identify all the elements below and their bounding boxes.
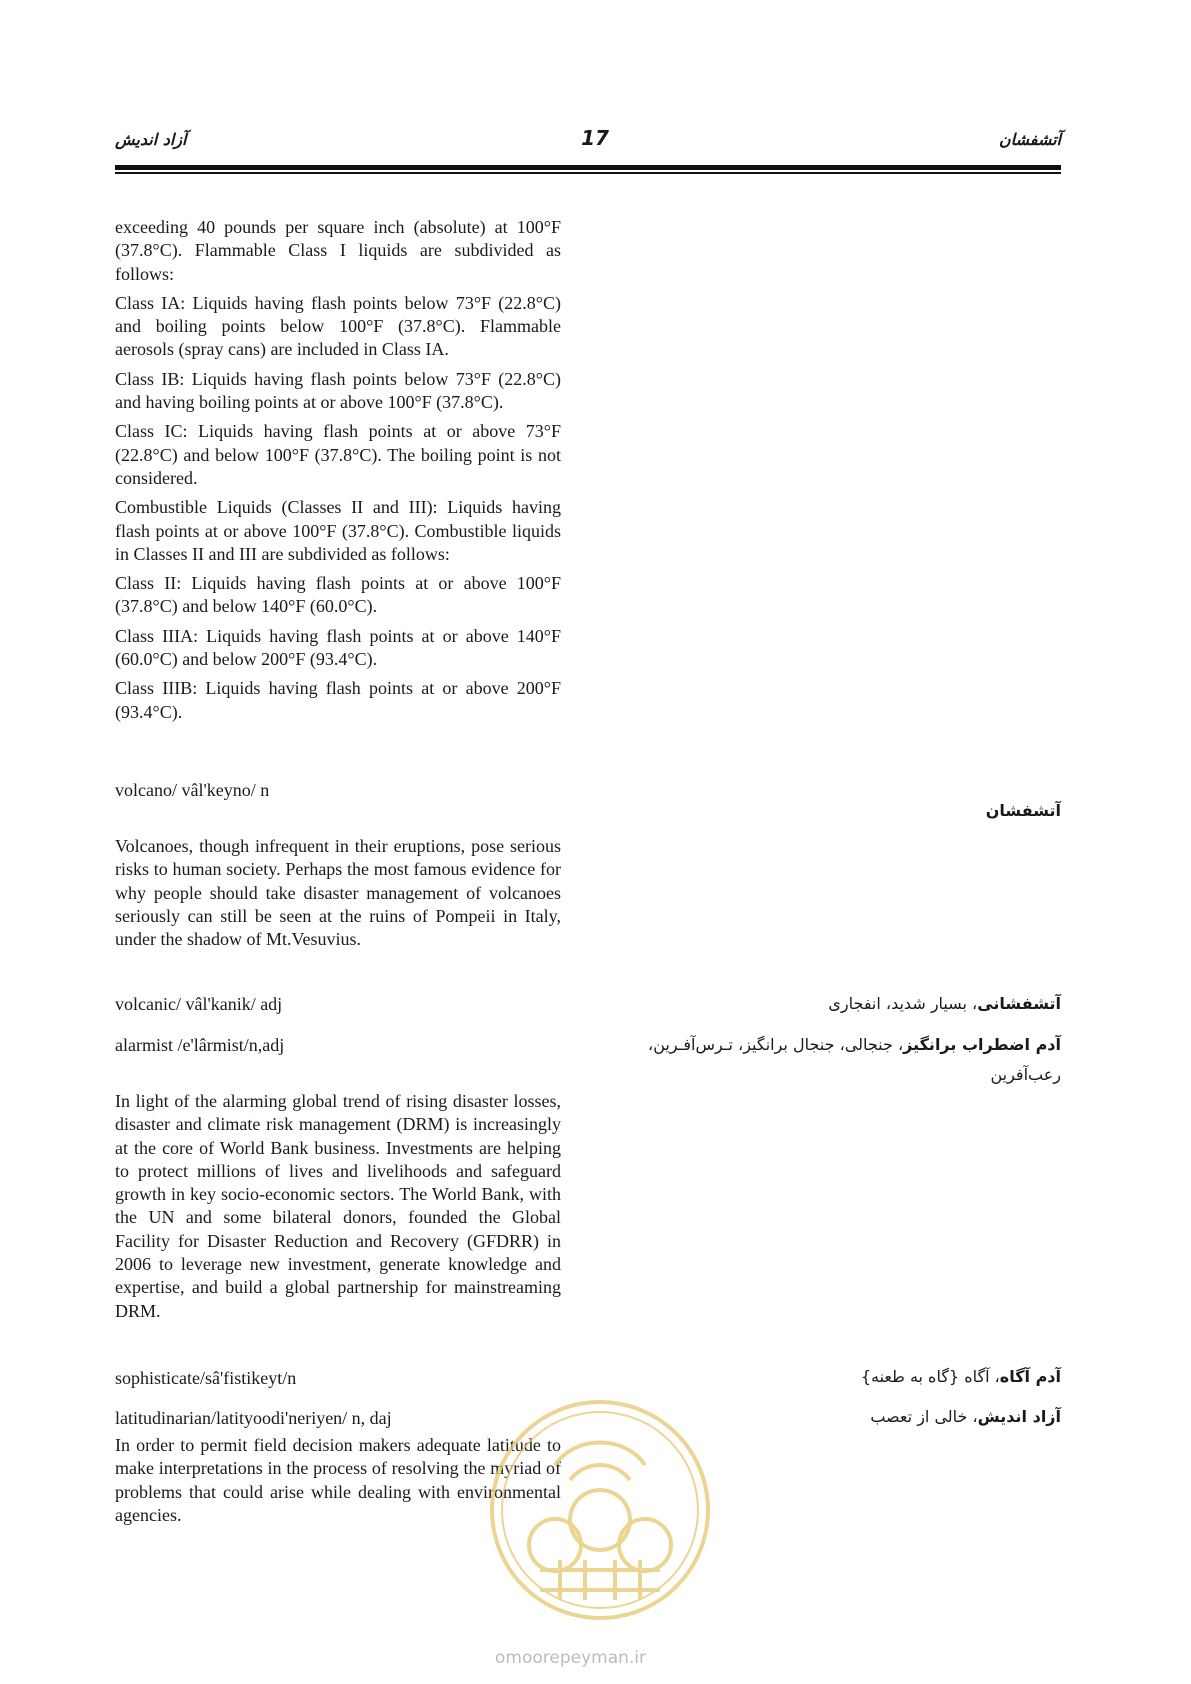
intro-paragraph: Combustible Liquids (Classes II and III): Liquids having flash points at or above 100°F (37.8°C). Combustible liquids in Classes II and III are subdivided as follows:	[115, 497, 561, 564]
fa-volcano	[986, 803, 1061, 819]
watermark-stamp-logo	[485, 1395, 715, 1625]
fa-alarmist-bold: آدم اضطراب برانگیز	[903, 1035, 1061, 1054]
intro-paragraph: Class IIIB: Liquids having flash points at or above 200°F (93.4°C).	[115, 678, 561, 722]
fa-volcanic-bold: آتشفشانی	[977, 994, 1061, 1013]
term-alarmist: alarmist /e'lârmist/n,adj	[115, 1035, 285, 1055]
fa-volcanic-rest: ، بسیار شدید، انفجاری	[828, 994, 978, 1013]
fa-latitudinarian-bold: آزاد اندیش	[977, 1407, 1061, 1426]
header-rule-thick	[115, 165, 1061, 170]
intro-paragraph: Class IC: Liquids having flash points at or above 73°F (22.8°C) and below 100°F (37.8°C). The boiling point is not considered.	[115, 421, 561, 488]
term-volcano: volcano/ vâl'keyno/ n	[115, 780, 270, 800]
fa-volcano-bold: آتشفشان	[985, 801, 1061, 820]
intro-paragraph: Class II: Liquids having flash points at or above 100°F (37.8°C) and below 140°F (60.0°C).	[115, 573, 561, 617]
fa-alarmist-rest: ، جنجالی، جنجال برانگیز، تـرس‌آفـرین، رعب‌آفرین	[648, 1035, 1061, 1084]
volcano-paragraph: Volcanoes, though infrequent in their eruptions, pose serious risks to human society. Perhaps the most famous evidence for why people should take disaster management of volcanoes seriously can still be seen at the ruins of Pompeii in Italy, under the shadow of Mt.Vesuvius.	[115, 836, 561, 950]
intro-paragraph: Class IIIA: Liquids having flash points at or above 140°F (60.0°C) and below 200°F (93.4°C).	[115, 625, 561, 670]
term-latitudinarian: latitudinarian/latityoodi'neriyen/ n, daj	[115, 1408, 392, 1428]
page-number: 17	[581, 126, 609, 150]
fa-sophisticate-bold: آدم آگاه	[999, 1367, 1061, 1386]
watermark-url: omoorepeyman.ir	[495, 1648, 647, 1668]
intro-paragraph: Class IB: Liquids having flash points below 73°F (22.8°C) and having boiling points at or above 100°F (37.8°C).	[115, 368, 561, 413]
intro-paragraph: Class IA: Liquids having flash points below 73°F (22.8°C) and boiling points below 100°F (37.8°C). Flammable aerosols (spray cans) are included in Class IA.	[115, 292, 561, 360]
header-right-title: آتشفشان	[998, 130, 1061, 149]
fa-alarmist	[601, 1030, 1061, 1090]
fa-latitudinarian	[870, 1402, 1061, 1432]
term-volcanic: volcanic/ vâl'kanik/ adj	[115, 994, 283, 1014]
term-sophisticate: sophisticate/sâ'fistikeyt/n	[115, 1368, 297, 1388]
header-rule-thin	[115, 172, 1061, 174]
intro-paragraph: exceeding 40 pounds per square inch (absolute) at 100°F (37.8°C). Flammable Class I liquids are subdivided as follows:	[115, 217, 561, 284]
fa-sophisticate-rest: ، آگاه	[959, 1367, 1000, 1386]
alarmist-paragraph: In light of the alarming global trend of rising disaster losses, disaster and climate risk management (DRM) is increasingly at the core of World Bank business. Investments are helping to protect millions of lives and livelihoods and safeguard growth in key socio-economic sectors. The World Bank, with the UN and some bilateral donors, founded the Global Facility for Disaster Reduction and Recovery (GFDRR) in 2006 to leverage new investment, generate knowledge and expertise, and build a global partnership for mainstreaming DRM.	[115, 1091, 561, 1321]
intro-text	[115, 216, 561, 730]
fa-sophisticate-brace: {گاه به طعنه}	[860, 1367, 960, 1386]
fa-volcanic	[828, 989, 1061, 1019]
latitudinarian-paragraph: In order to permit field decision makers adequate latitude to make interpretations in the process of resolving the myriad of problems that could arise while dealing with environmental agencies.	[115, 1435, 561, 1525]
fa-sophisticate	[861, 1362, 1061, 1392]
header-left-title: آزاد اندیش	[115, 130, 187, 149]
fa-latitudinarian-rest: ، خالی از تعصب	[870, 1407, 978, 1426]
